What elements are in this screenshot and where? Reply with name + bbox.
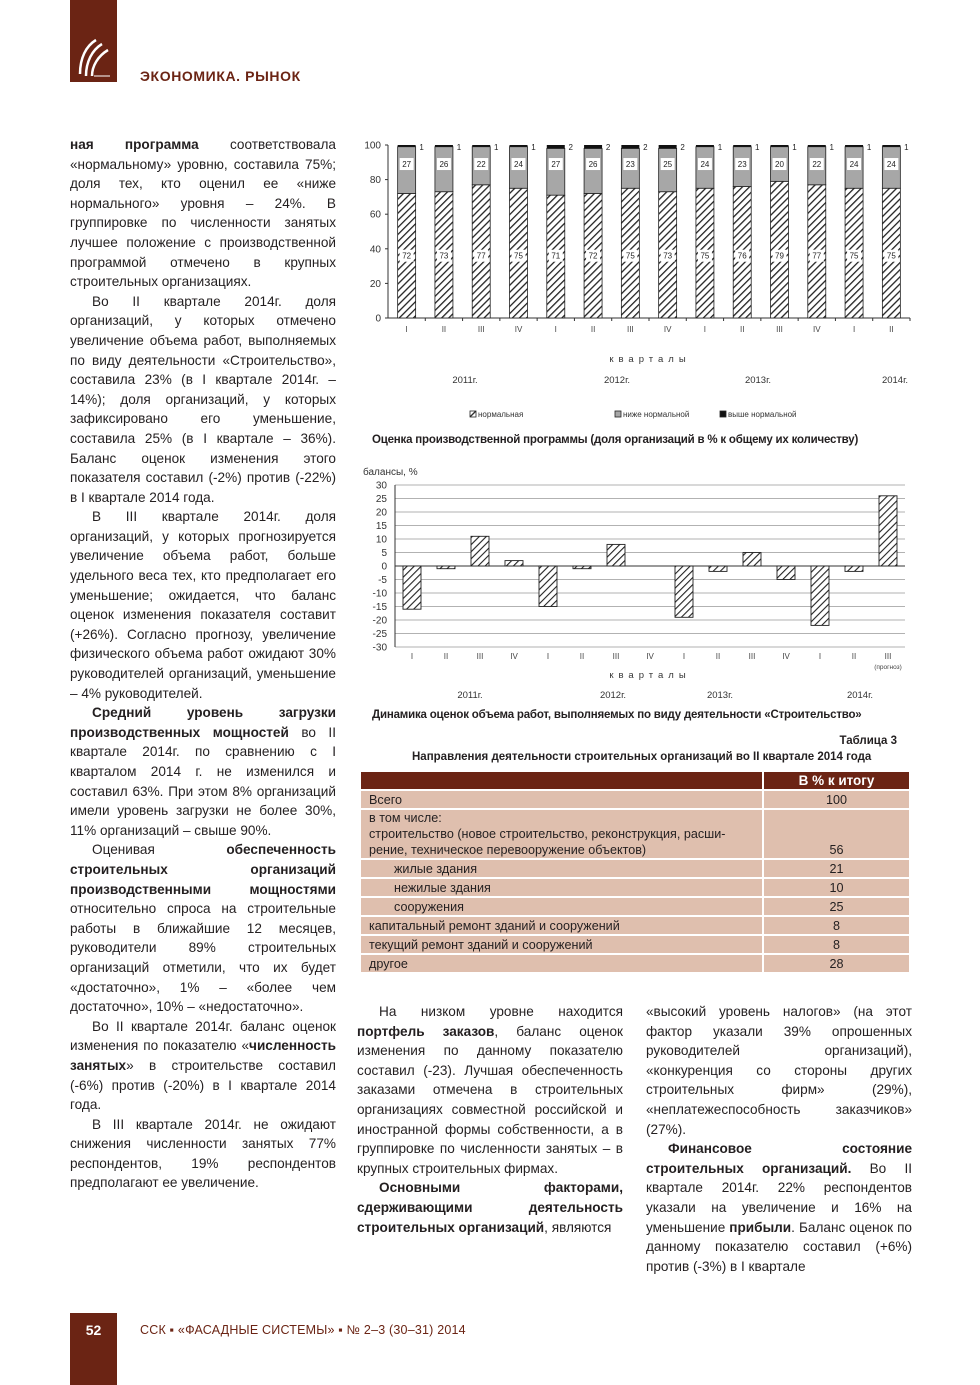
table-header-row (360, 771, 910, 790)
svg-text:1: 1 (419, 143, 424, 152)
svg-text:I: I (852, 325, 856, 334)
svg-text:22: 22 (476, 160, 486, 170)
paragraph: Финансовое состояние строительных организаций. Во II квартале 2014г. 22% респондентов указали на увеличение и 16% на уменьшение прибыли. Баланс оценок по данному показателю составил (+6%) против (-3%) в I квартале (646, 1141, 912, 1274)
middle-text-column (357, 1002, 623, 1237)
table-row: в том числе: строительство (новое строительство, реконструкция, расши- рение, техническое перевооружение объектов) 56 (360, 809, 910, 859)
svg-text:нормальная: нормальная (478, 410, 524, 419)
svg-text:80: 80 (369, 175, 381, 187)
svg-text:ниже нормальной: ниже нормальной (623, 410, 690, 419)
page-number: 52 (85, 1322, 102, 1338)
svg-text:III: III (627, 325, 634, 334)
svg-text:2012г.: 2012г. (603, 375, 631, 386)
paragraph: ная программа соответствовала «нормальному» уровню, составила 75%; доля тех, кто оценил ее «ниже нормального» уровня – 24%. В группировке по численности занятых лучшее положение с производственной программой отмечено в крупных строительных организациях. (70, 137, 336, 290)
svg-text:24: 24 (700, 160, 710, 170)
svg-text:1: 1 (904, 143, 909, 152)
svg-text:выше нормальной: выше нормальной (728, 410, 797, 419)
svg-text:71: 71 (551, 251, 561, 261)
svg-text:75: 75 (514, 251, 523, 261)
svg-text:2013г.: 2013г. (744, 375, 772, 386)
svg-text:-10: -10 (372, 588, 387, 600)
svg-text:II: II (739, 325, 745, 334)
svg-text:73: 73 (439, 251, 449, 261)
svg-text:I: I (682, 652, 686, 661)
svg-text:26: 26 (439, 160, 449, 170)
svg-text:I: I (818, 652, 822, 661)
svg-text:I: I (554, 325, 557, 334)
svg-text:1: 1 (531, 143, 536, 152)
svg-text:2012г.: 2012г. (599, 690, 627, 701)
svg-text:I: I (546, 652, 550, 661)
production-program-chart (355, 135, 915, 430)
svg-text:-25: -25 (372, 629, 387, 640)
svg-text:1: 1 (829, 143, 835, 152)
publisher-logo-icon (76, 36, 112, 78)
svg-text:кварталы: кварталы (609, 354, 691, 365)
paragraph: В III квартале 2014г. доля организаций, у которых прогнозируется увеличение объема работ, больше удельного веса тех, кто предполагает его уменьшение; ожидается, что баланс оценок изменения показателя составит (+26%). Согласно прогнозу, увеличение физического объема работ ожидают 30% руководителей организаций, уменьшение – 4% руководителей. (70, 509, 336, 701)
svg-text:24: 24 (886, 160, 896, 170)
svg-text:(прогноз): (прогноз) (874, 664, 902, 671)
table-row: сооружения 25 (360, 897, 910, 916)
table-row: текущий ремонт зданий и сооружений 8 (360, 935, 910, 954)
svg-text:79: 79 (775, 251, 784, 261)
svg-text:40: 40 (369, 244, 381, 256)
table-header-value: В % к итогу (763, 771, 910, 790)
svg-text:IV: IV (782, 652, 790, 661)
svg-text:-15: -15 (372, 602, 387, 613)
svg-text:II: II (889, 325, 894, 334)
chart2-caption: Динамика оценок объема работ, выполняемых по виду деятельности «Строительство» (372, 709, 862, 721)
svg-text:III: III (748, 652, 756, 661)
svg-text:III: III (477, 325, 485, 334)
svg-text:75: 75 (886, 251, 896, 261)
svg-text:2013г.: 2013г. (706, 690, 734, 701)
right-text-column (646, 1002, 912, 1276)
table-row: нежилые здания 10 (360, 878, 910, 897)
activity-directions-table (359, 770, 911, 974)
svg-text:77: 77 (476, 251, 486, 261)
svg-text:1: 1 (493, 143, 499, 152)
paragraph: Во II квартале 2014г. баланс оценок изменения по показателю «численность занятых» в строительстве составил (-6%) против (-20%) в I квартале 2014 года. (70, 1018, 336, 1113)
svg-text:20: 20 (369, 278, 381, 290)
svg-text:26: 26 (588, 160, 598, 170)
svg-text:72: 72 (402, 251, 412, 261)
svg-text:5: 5 (381, 548, 387, 559)
page-number-block (70, 1313, 117, 1385)
table-row: Всего 100 (360, 790, 910, 809)
table-row: капитальный ремонт зданий и сооружений 8 (360, 916, 910, 935)
svg-text:76: 76 (737, 251, 747, 261)
svg-text:II: II (851, 652, 857, 661)
svg-text:27: 27 (551, 160, 561, 170)
svg-text:II: II (715, 652, 721, 661)
svg-text:-20: -20 (372, 615, 387, 627)
svg-text:73: 73 (663, 251, 673, 261)
svg-text:75: 75 (625, 251, 635, 261)
publication-footer: ССК ▪ «ФАСАДНЫЕ СИСТЕМЫ» ▪ № 2–3 (30–31) 2014 (140, 1323, 466, 1337)
svg-text:-5: -5 (378, 575, 387, 586)
svg-text:2: 2 (568, 143, 574, 152)
svg-text:1: 1 (792, 143, 797, 152)
paragraph: Основными факторами, сдерживающими деятельность строительных организаций, являются (357, 1180, 623, 1235)
svg-text:2: 2 (605, 143, 611, 152)
paragraph: «высокий уровень налогов» (на этот фактор указали 39% опрошенных руководителей организаций), «конкуренция со стороны других строительных фирм» (29%), «неплатежеспособность заказчиков» (27%). (646, 1004, 912, 1137)
table-row: жилые здания 21 (360, 859, 910, 878)
svg-text:1: 1 (754, 143, 760, 152)
paragraph: В III квартале 2014г. не ожидают снижения численности занятых 77% респондентов, 19% респондентов предполагают ее увеличение. (70, 1116, 336, 1191)
svg-text:2011г.: 2011г. (457, 690, 483, 701)
svg-text:2: 2 (643, 143, 648, 152)
svg-text:2011г.: 2011г. (452, 375, 478, 386)
svg-text:0: 0 (375, 313, 381, 325)
svg-text:22: 22 (812, 160, 822, 170)
svg-text:IV: IV (813, 325, 821, 334)
svg-text:2014г.: 2014г. (881, 375, 909, 386)
svg-text:27: 27 (402, 160, 412, 170)
table-row: другое 28 (360, 954, 910, 973)
svg-text:I: I (405, 325, 408, 334)
table-label: Таблица 3 (839, 735, 897, 747)
paragraph: Средний уровень загрузки производственных мощностей во II квартале 2014г. по сравнению с I кварталом 2014 г. не изменился и составил 63%. При этом 8% организаций имели уровень загрузки не более 30%, 11% организаций – свыше 90%. (70, 705, 336, 838)
svg-text:1: 1 (456, 143, 462, 152)
section-title: ЭКОНОМИКА. РЫНОК (140, 68, 301, 84)
svg-text:IV: IV (663, 325, 672, 334)
svg-text:III: III (612, 652, 620, 661)
svg-text:20: 20 (375, 507, 387, 519)
svg-text:1: 1 (717, 143, 723, 152)
table-header-label (360, 771, 763, 790)
svg-text:30: 30 (375, 480, 387, 492)
svg-text:0: 0 (381, 561, 387, 573)
svg-text:II: II (443, 652, 449, 661)
svg-text:100: 100 (364, 140, 381, 152)
svg-text:III: III (884, 652, 892, 661)
svg-text:IV: IV (646, 652, 654, 661)
brand-block (70, 0, 117, 82)
svg-text:77: 77 (812, 251, 822, 261)
svg-text:I: I (703, 325, 707, 334)
chart1-caption: Оценка производственной программы (доля организаций в % к общему их количеству) (372, 434, 859, 446)
svg-text:75: 75 (700, 251, 710, 261)
svg-text:III: III (776, 325, 783, 334)
svg-text:2014г.: 2014г. (846, 690, 874, 701)
svg-text:кварталы: кварталы (609, 670, 691, 681)
svg-text:1: 1 (866, 143, 872, 152)
svg-text:24: 24 (514, 160, 523, 170)
paragraph: Во II квартале 2014г. доля организаций, у которых отмечено увеличение объема работ, выполняемых по виду деятельности «Строительство», составила 23% (в I квартале 2014г. – 14%); доля организаций, у которых зафиксировано его уменьшение, составила 25% (в I квартале – 36%). Баланс оценок изменения этого показателя составил (-2%) против (-22%) в I квартале 2014 года. (70, 293, 336, 505)
table-title: Направления деятельности строительных организаций во II квартале 2014 года (412, 751, 872, 763)
paragraph: На низком уровне находится портфель заказов, баланс оценок изменения по данному показателю составил (-23). Лучшая обеспеченность заказами отмечена в строительных организациях совместной российской и иностранной формы собственности, а в группировке по численности занятых – в крупных строительных фирмах. (357, 1004, 623, 1176)
left-text-column (70, 135, 336, 1193)
svg-text:10: 10 (375, 534, 387, 546)
svg-text:II: II (590, 325, 596, 334)
svg-text:23: 23 (737, 160, 747, 170)
svg-text:15: 15 (375, 521, 387, 532)
svg-text:24: 24 (849, 160, 859, 170)
svg-text:II: II (441, 325, 447, 334)
svg-text:72: 72 (588, 251, 598, 261)
svg-text:IV: IV (514, 325, 523, 334)
svg-text:балансы, %: балансы, % (363, 467, 418, 478)
svg-text:75: 75 (849, 251, 859, 261)
svg-text:I: I (410, 652, 414, 661)
svg-text:-30: -30 (372, 642, 387, 654)
svg-text:IV: IV (510, 652, 518, 661)
svg-text:23: 23 (625, 160, 635, 170)
svg-text:25: 25 (375, 494, 387, 505)
svg-text:II: II (579, 652, 585, 661)
svg-text:2: 2 (680, 143, 685, 152)
paragraph: Оценивая обеспеченность строительных организаций производственными мощностями относительно спроса на строительные работы в ближайшие 12 месяцев, руководители 89% строительных организаций отметили, что их будет «достаточно», 1% – «более чем достаточно», 10% – «недостаточно». (70, 842, 336, 1015)
svg-text:60: 60 (369, 209, 381, 221)
svg-text:III: III (476, 652, 484, 661)
svg-text:25: 25 (663, 160, 673, 170)
svg-text:20: 20 (775, 160, 784, 170)
work-volume-balance-chart (355, 462, 915, 702)
